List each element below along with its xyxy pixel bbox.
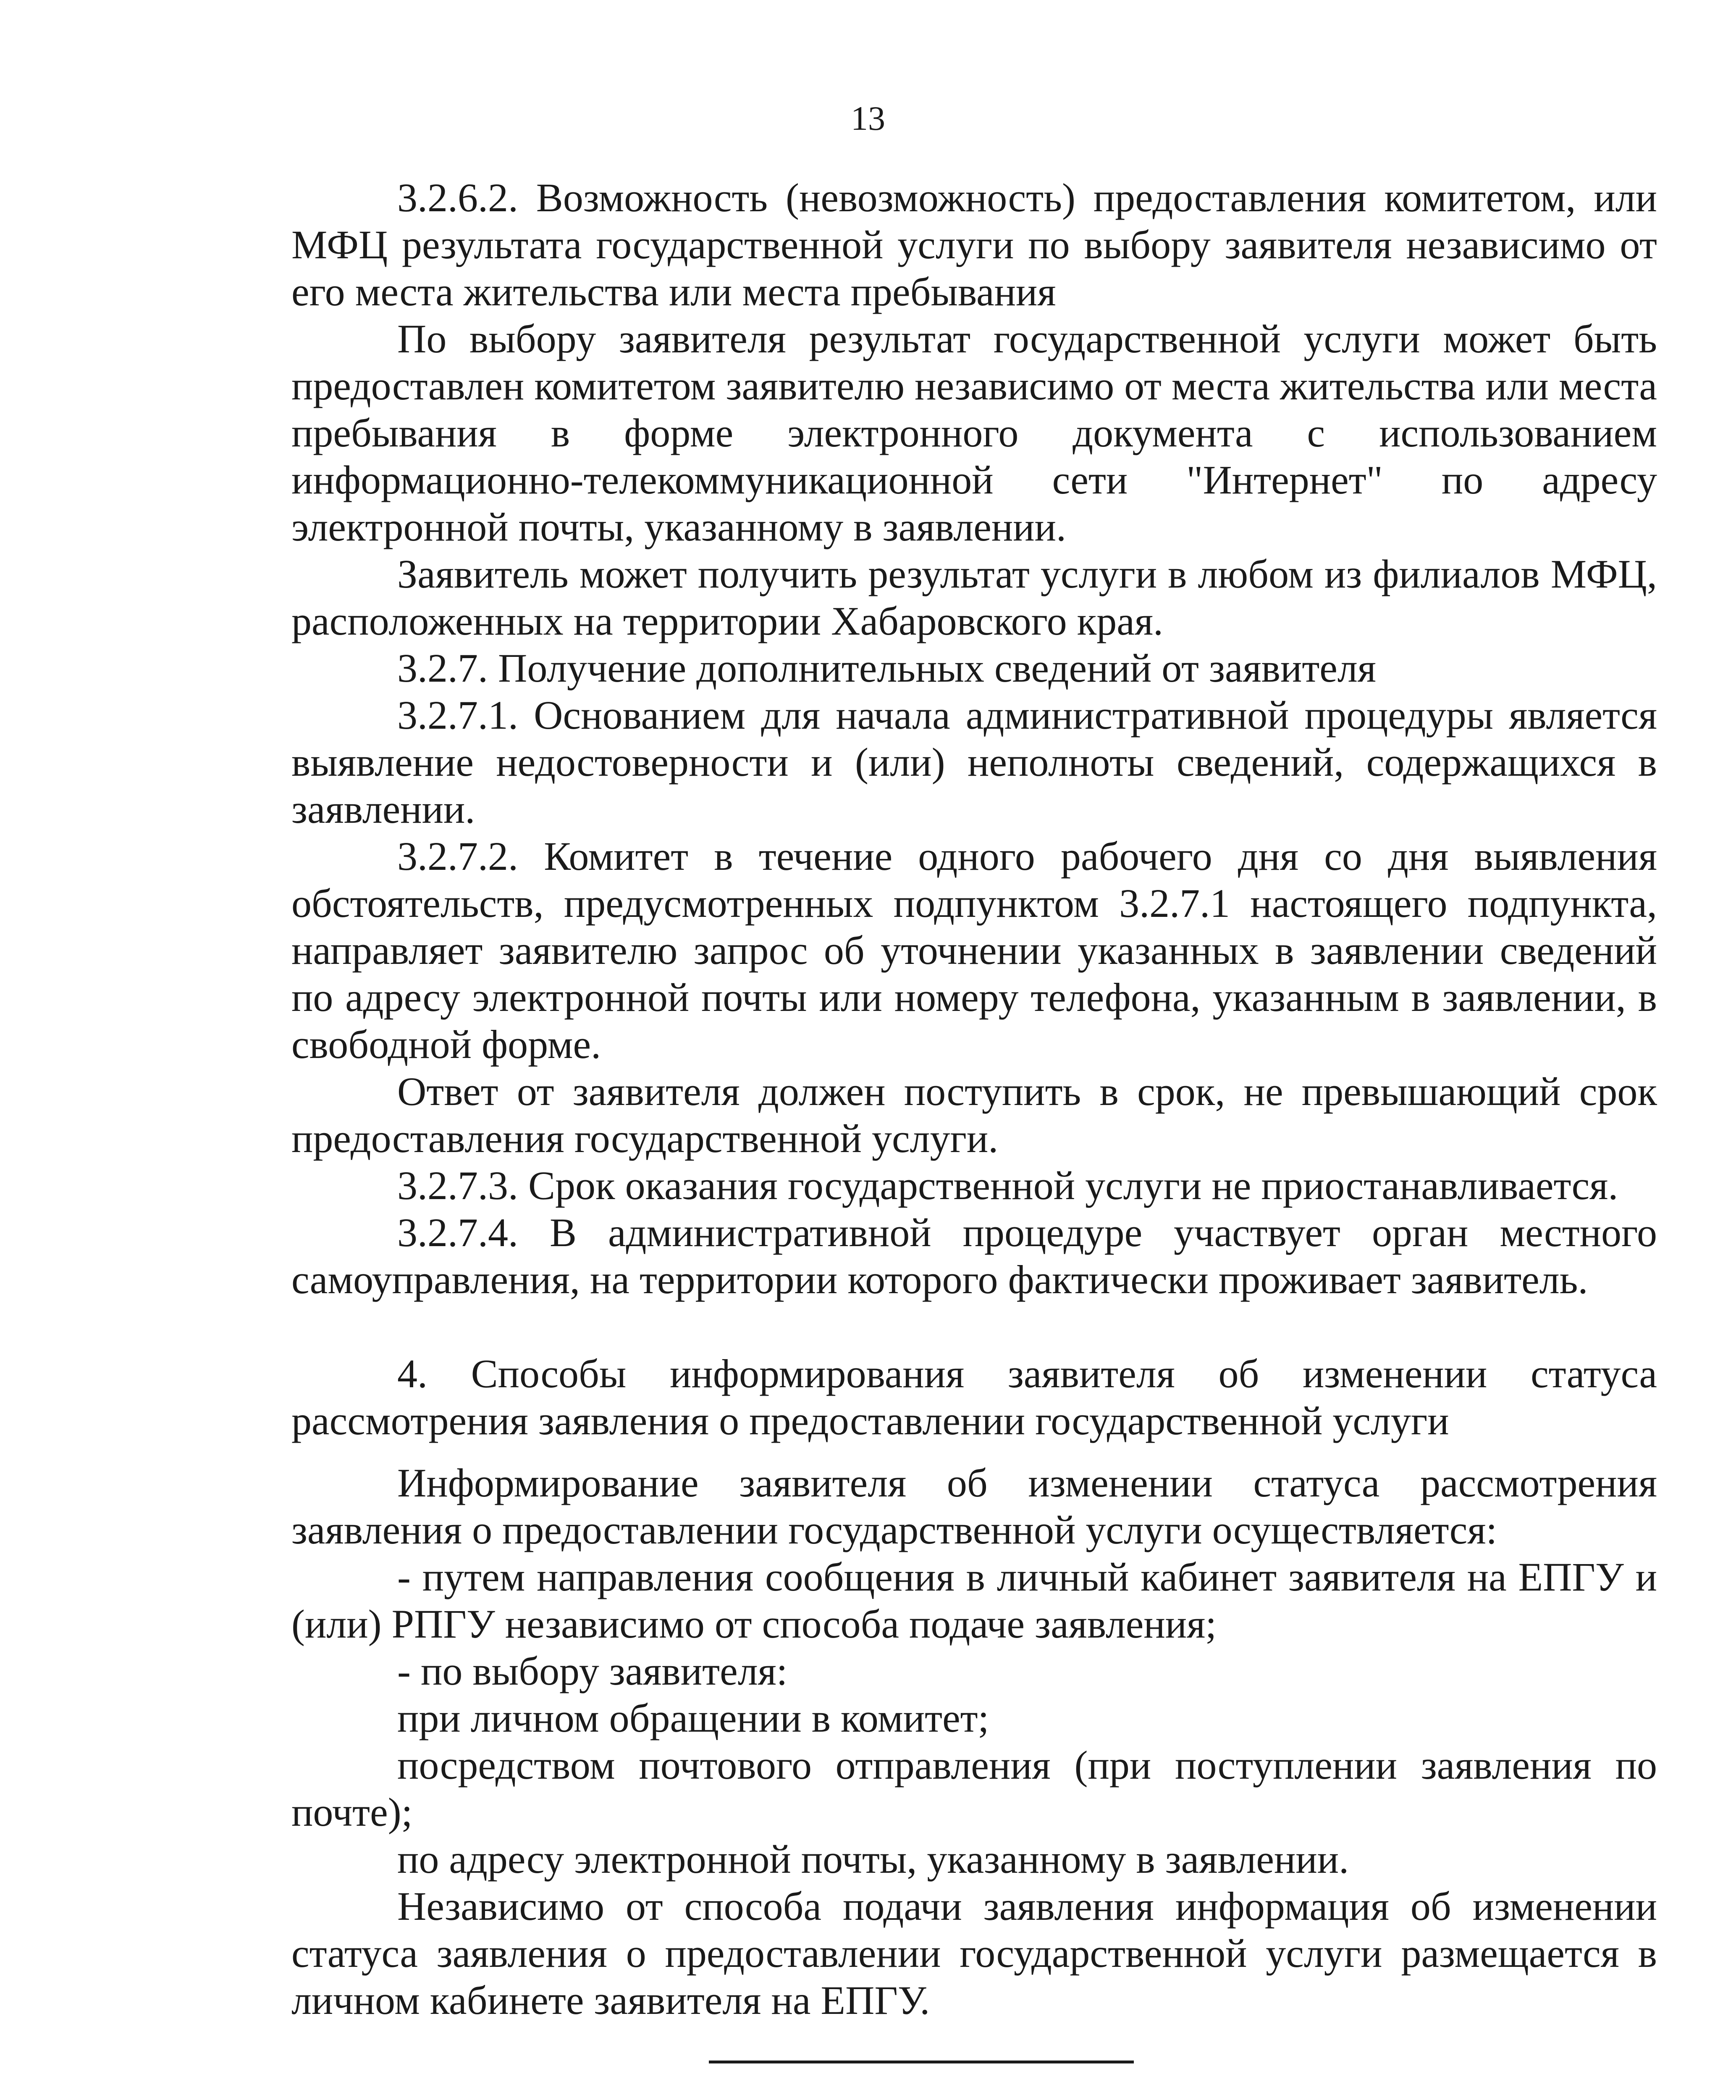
page-number: 13 [851,99,885,137]
list-item-personal-cabinet: - путем направления сообщения в личный кабинет заявителя на ЕПГУ и (или) РПГУ независимо от способа подаче заявления; [291,1554,1657,1646]
paragraph-response-deadline: Ответ от заявителя должен поступить в срок, не превышающий срок предоставления государственной услуги. [291,1069,1657,1161]
list-item-by-choice: - по выбору заявителя: [397,1648,788,1693]
list-item-in-person: при личном обращении в комитет; [397,1696,989,1740]
paragraph-3-2-6-2: 3.2.6.2. Возможность (невозможность) предоставления комитетом, или МФЦ результата государственной услуги по выбору заявителя независимо от его места жительства или места пребывания [291,175,1657,314]
paragraph-3-2-7-3: 3.2.7.3. Срок оказания государственной услуги не приостанавливается. [397,1163,1618,1208]
document-body [291,174,1657,2024]
closing-divider [709,2061,1134,2063]
paragraph-mfc-branches: Заявитель может получить результат услуги в любом из филиалов МФЦ, расположенных на территории Хабаровского края. [291,551,1657,643]
paragraph-result-by-choice: По выбору заявителя результат государственной услуги может быть предоставлен комитетом заявителю независимо от места жительства или места пребывания в форме электронного документа с использованием информационно-телекоммуникационной сети "Интернет" по адресу электронной почты, указанному в заявлении. [291,316,1657,549]
list-item-by-email: по адресу электронной почты, указанному в заявлении. [397,1837,1349,1882]
paragraph-regardless-of-method: Независимо от способа подачи заявления информация об изменении статуса заявления о предоставлении государственной услуги размещается в личном кабинете заявителя на ЕПГУ. [291,1884,1657,2023]
paragraph-3-2-7-2: 3.2.7.2. Комитет в течение одного рабочего дня со дня выявления обстоятельств, предусмотренных подпунктом 3.2.7.1 настоящего подпункта, направляет заявителю запрос об уточнении указанных в заявлении сведений по адресу электронной почты или номеру телефона, указанным в заявлении, в свободной форме. [291,834,1657,1067]
paragraph-3-2-7: 3.2.7. Получение дополнительных сведений от заявителя [397,646,1376,690]
section-4-heading: 4. Способы информирования заявителя об изменении статуса рассмотрения заявления о предоставлении государственной услуги [291,1351,1657,1443]
paragraph-3-2-7-4: 3.2.7.4. В административной процедуре участвует орган местного самоуправления, на территории которого фактически проживает заявитель. [291,1210,1657,1302]
list-item-by-post: посредством почтового отправления (при поступлении заявления по почте); [291,1743,1657,1835]
paragraph-3-2-7-1: 3.2.7.1. Основанием для начала административной процедуры является выявление недостоверности и (или) неполноты сведений, содержащихся в заявлении. [291,693,1657,832]
paragraph-informing-intro: Информирование заявителя об изменении статуса рассмотрения заявления о предоставлении государственной услуги осуществляется: [291,1460,1657,1552]
